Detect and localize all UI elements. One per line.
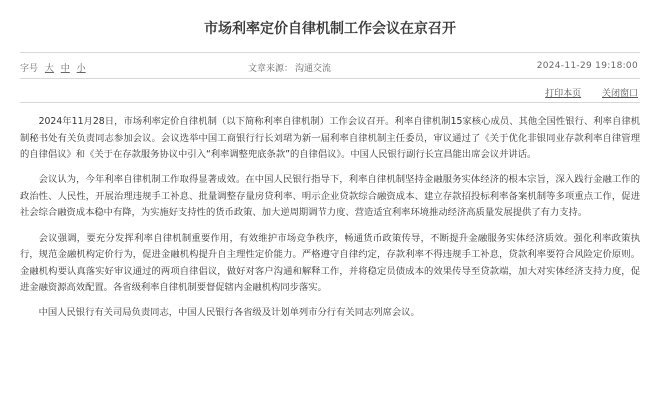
source-label: 文章来源： bbox=[248, 64, 294, 74]
font-size-medium-link[interactable]: 中 bbox=[60, 64, 70, 74]
meta-divider bbox=[20, 78, 640, 79]
page-actions bbox=[527, 86, 638, 99]
article-body bbox=[20, 114, 640, 331]
article-header bbox=[0, 0, 660, 52]
article-source bbox=[248, 61, 331, 74]
article-meta-bar bbox=[0, 59, 660, 75]
header-divider bbox=[20, 52, 640, 53]
article-paragraph: 中国人民银行有关司局负责同志，中国人民银行各省级及计划单列市分行有关同志列席会议。 bbox=[38, 307, 420, 319]
font-size-selector bbox=[20, 61, 90, 74]
article-paragraph: 会议强调，要充分发挥利率自律机制重要作用，有效维护市场竞争秩序，畅通货币政策传导，不断提升金融服务实体经济质效。强化利率政策执行，规范金融机构定价行为，促进金融机构提升自主理性定价能力。严格遵守自律约定，存款利率不得违规手工补息，贷款利率要符合风险定价原则。金融机构要认真落实好审议通过的两项自律倡议，做好对客户沟通和解释工作，并将稳定员债成本的效果传导至贷款端，加大对实体经济支持力度，促进金融资源高效配置。各省级利率自律机制要督促辖内金融机构同步落实。 bbox=[20, 232, 640, 294]
publish-date: 2024-11-29 19:18:00 bbox=[536, 61, 638, 71]
actions-divider bbox=[20, 102, 640, 103]
article-title: 市场利率定价自律机制工作会议在京召开 bbox=[204, 21, 456, 37]
article-paragraph: 2024年11月28日，市场利率定价自律机制（以下简称利率自律机制）工作会议召开。利率自律机制15家核心成员、其他全国性银行、利率自律机制秘书处有关负责同志参加会议。会议选举中国工商银行行长刘珺为新一届利率自律机制主任委员，审议通过了《关于优化非银同业存款利率自律管理的自律倡议》和《关于在存款服务协议中引入“利率调整兜底条款”的自律倡议》。中国人民银行副行长宣昌能出席会议并讲话。 bbox=[20, 116, 640, 161]
font-size-label: 字号 bbox=[20, 64, 39, 74]
source-value: 沟通交流 bbox=[295, 64, 332, 74]
font-size-small-link[interactable]: 小 bbox=[76, 64, 86, 74]
article-paragraph: 会议认为，今年利率自律机制工作取得显著成效。在中国人民银行指导下，利率自律机制坚持金融服务实体经济的根本宗旨，深入践行金融工作的政治性、人民性，开展治理违规手工补息、批量调整存量房贷利率、明示企业贷款综合融资成本、建立存款招投标利率备案机制等多项重点工作，促进社会综合融资成本稳中有降，为实施好支持性的货币政策、加大逆周期调节力度、营造适宜利率环境推动经济高质量发展提供了有力支持。 bbox=[20, 174, 640, 219]
font-size-large-link[interactable]: 大 bbox=[44, 64, 54, 74]
print-page-link[interactable]: 打印本页 bbox=[545, 89, 582, 99]
close-window-link[interactable]: 关闭窗口 bbox=[601, 89, 638, 99]
